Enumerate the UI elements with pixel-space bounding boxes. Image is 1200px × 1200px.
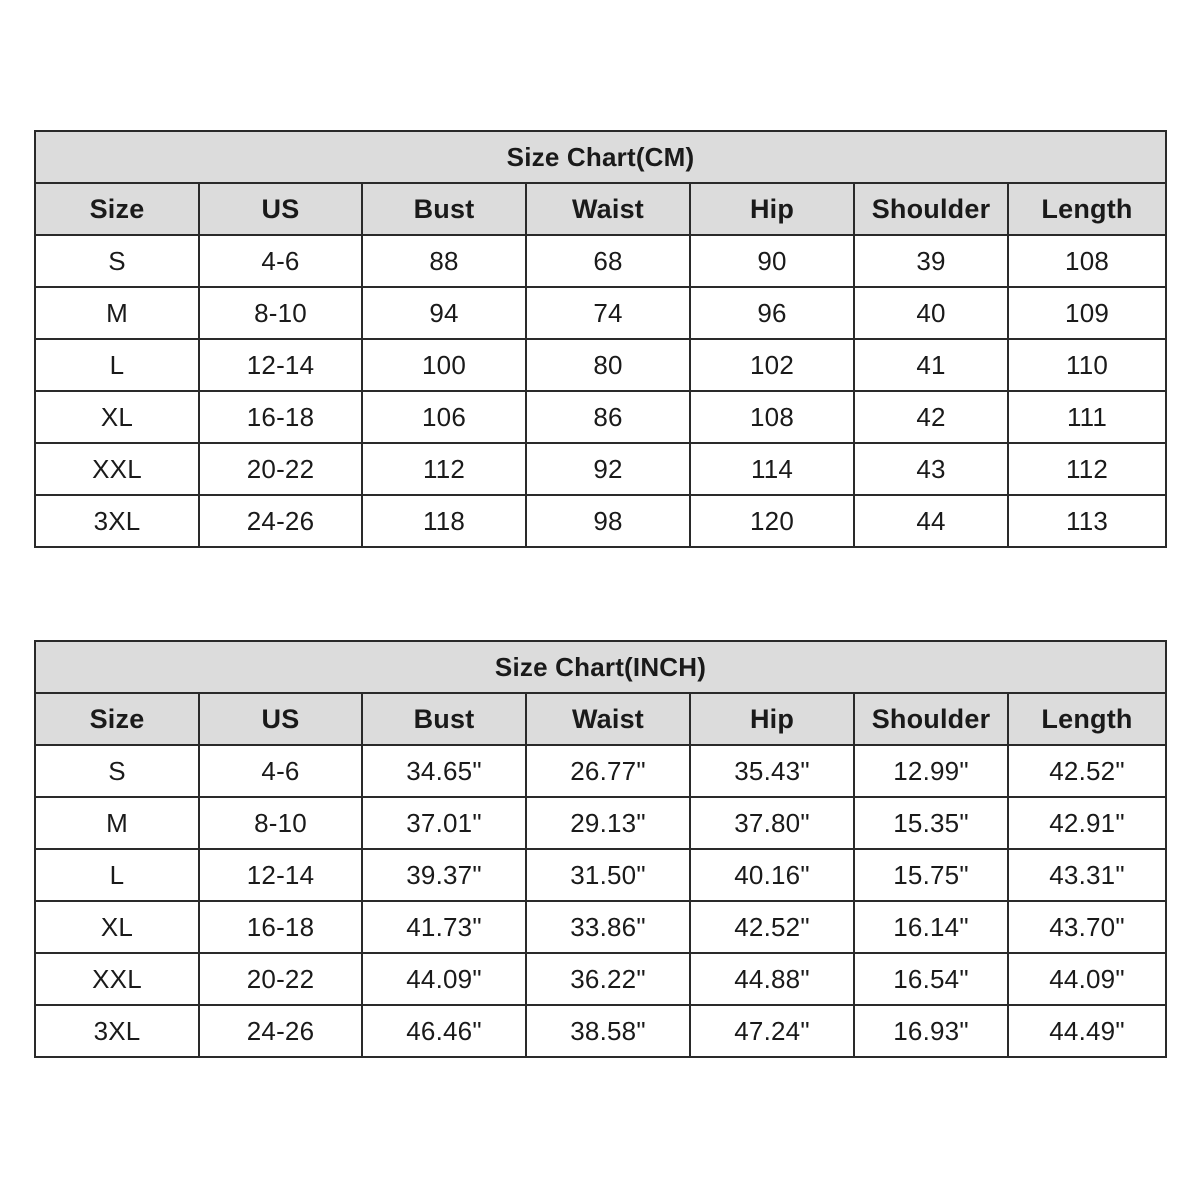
table-row	[35, 849, 1166, 901]
cell-length: 42.52"	[1008, 745, 1166, 797]
cell-hip: 37.80"	[690, 797, 854, 849]
cell-bust: 41.73"	[362, 901, 526, 953]
column-header-bust: Bust	[362, 693, 526, 745]
table-row	[35, 901, 1166, 953]
cell-hip: 96	[690, 287, 854, 339]
cell-shoulder: 15.35"	[854, 797, 1008, 849]
cell-waist: 80	[526, 339, 690, 391]
cell-size: XXL	[35, 443, 199, 495]
table-row	[35, 235, 1166, 287]
cell-bust: 94	[362, 287, 526, 339]
cell-length: 110	[1008, 339, 1166, 391]
cell-waist: 98	[526, 495, 690, 547]
cell-us: 12-14	[199, 339, 362, 391]
size-chart-inch-table	[34, 640, 1167, 1058]
cell-us: 12-14	[199, 849, 362, 901]
cell-bust: 39.37"	[362, 849, 526, 901]
cell-us: 8-10	[199, 287, 362, 339]
cell-waist: 29.13"	[526, 797, 690, 849]
cell-size: L	[35, 849, 199, 901]
cell-bust: 46.46"	[362, 1005, 526, 1057]
cell-length: 44.49"	[1008, 1005, 1166, 1057]
cell-shoulder: 16.14"	[854, 901, 1008, 953]
column-header-us: US	[199, 693, 362, 745]
cell-hip: 108	[690, 391, 854, 443]
table-title: Size Chart(INCH)	[35, 641, 1166, 693]
cell-size: M	[35, 287, 199, 339]
column-header-hip: Hip	[690, 693, 854, 745]
cell-hip: 102	[690, 339, 854, 391]
cell-shoulder: 39	[854, 235, 1008, 287]
cell-shoulder: 16.54"	[854, 953, 1008, 1005]
cell-size: M	[35, 797, 199, 849]
column-header-shoulder: Shoulder	[854, 183, 1008, 235]
cell-size: XL	[35, 391, 199, 443]
cell-shoulder: 15.75"	[854, 849, 1008, 901]
cell-waist: 86	[526, 391, 690, 443]
cell-waist: 33.86"	[526, 901, 690, 953]
cell-shoulder: 16.93"	[854, 1005, 1008, 1057]
cell-us: 16-18	[199, 391, 362, 443]
cell-hip: 120	[690, 495, 854, 547]
table-row	[35, 953, 1166, 1005]
table-header-row	[35, 693, 1166, 745]
cell-bust: 112	[362, 443, 526, 495]
column-header-bust: Bust	[362, 183, 526, 235]
column-header-waist: Waist	[526, 183, 690, 235]
cell-size: 3XL	[35, 495, 199, 547]
cell-size: S	[35, 235, 199, 287]
cell-size: 3XL	[35, 1005, 199, 1057]
cell-shoulder: 40	[854, 287, 1008, 339]
cell-shoulder: 42	[854, 391, 1008, 443]
table-header-row	[35, 183, 1166, 235]
cell-waist: 36.22"	[526, 953, 690, 1005]
cell-bust: 106	[362, 391, 526, 443]
cell-waist: 31.50"	[526, 849, 690, 901]
table-row	[35, 1005, 1166, 1057]
size-chart-cm-table	[34, 130, 1167, 548]
table-row	[35, 391, 1166, 443]
table-row	[35, 797, 1166, 849]
table-row	[35, 495, 1166, 547]
cell-size: XL	[35, 901, 199, 953]
cell-shoulder: 43	[854, 443, 1008, 495]
cell-hip: 114	[690, 443, 854, 495]
column-header-size: Size	[35, 183, 199, 235]
column-header-us: US	[199, 183, 362, 235]
cell-us: 8-10	[199, 797, 362, 849]
cell-length: 112	[1008, 443, 1166, 495]
cell-waist: 92	[526, 443, 690, 495]
cell-waist: 26.77"	[526, 745, 690, 797]
table-row	[35, 287, 1166, 339]
cell-bust: 118	[362, 495, 526, 547]
cell-waist: 74	[526, 287, 690, 339]
cell-length: 108	[1008, 235, 1166, 287]
cell-size: XXL	[35, 953, 199, 1005]
cell-length: 109	[1008, 287, 1166, 339]
cell-bust: 44.09"	[362, 953, 526, 1005]
column-header-shoulder: Shoulder	[854, 693, 1008, 745]
cell-us: 20-22	[199, 443, 362, 495]
cell-size: L	[35, 339, 199, 391]
column-header-length: Length	[1008, 693, 1166, 745]
cell-shoulder: 44	[854, 495, 1008, 547]
cell-length: 44.09"	[1008, 953, 1166, 1005]
cell-hip: 44.88"	[690, 953, 854, 1005]
cell-hip: 35.43"	[690, 745, 854, 797]
cell-shoulder: 12.99"	[854, 745, 1008, 797]
cell-length: 111	[1008, 391, 1166, 443]
cell-length: 113	[1008, 495, 1166, 547]
table-row	[35, 443, 1166, 495]
cell-size: S	[35, 745, 199, 797]
cell-bust: 37.01"	[362, 797, 526, 849]
cell-us: 24-26	[199, 495, 362, 547]
table-title-row	[35, 641, 1166, 693]
cell-hip: 90	[690, 235, 854, 287]
cell-hip: 42.52"	[690, 901, 854, 953]
cell-us: 4-6	[199, 235, 362, 287]
cell-hip: 40.16"	[690, 849, 854, 901]
cell-length: 43.31"	[1008, 849, 1166, 901]
column-header-hip: Hip	[690, 183, 854, 235]
cell-length: 42.91"	[1008, 797, 1166, 849]
cell-us: 20-22	[199, 953, 362, 1005]
cell-us: 4-6	[199, 745, 362, 797]
cell-waist: 38.58"	[526, 1005, 690, 1057]
cell-bust: 100	[362, 339, 526, 391]
cell-bust: 88	[362, 235, 526, 287]
table-row	[35, 745, 1166, 797]
table-row	[35, 339, 1166, 391]
column-header-waist: Waist	[526, 693, 690, 745]
cell-length: 43.70"	[1008, 901, 1166, 953]
column-header-length: Length	[1008, 183, 1166, 235]
cell-waist: 68	[526, 235, 690, 287]
cell-shoulder: 41	[854, 339, 1008, 391]
table-title: Size Chart(CM)	[35, 131, 1166, 183]
cell-us: 24-26	[199, 1005, 362, 1057]
column-header-size: Size	[35, 693, 199, 745]
cell-hip: 47.24"	[690, 1005, 854, 1057]
cell-bust: 34.65"	[362, 745, 526, 797]
cell-us: 16-18	[199, 901, 362, 953]
table-title-row	[35, 131, 1166, 183]
